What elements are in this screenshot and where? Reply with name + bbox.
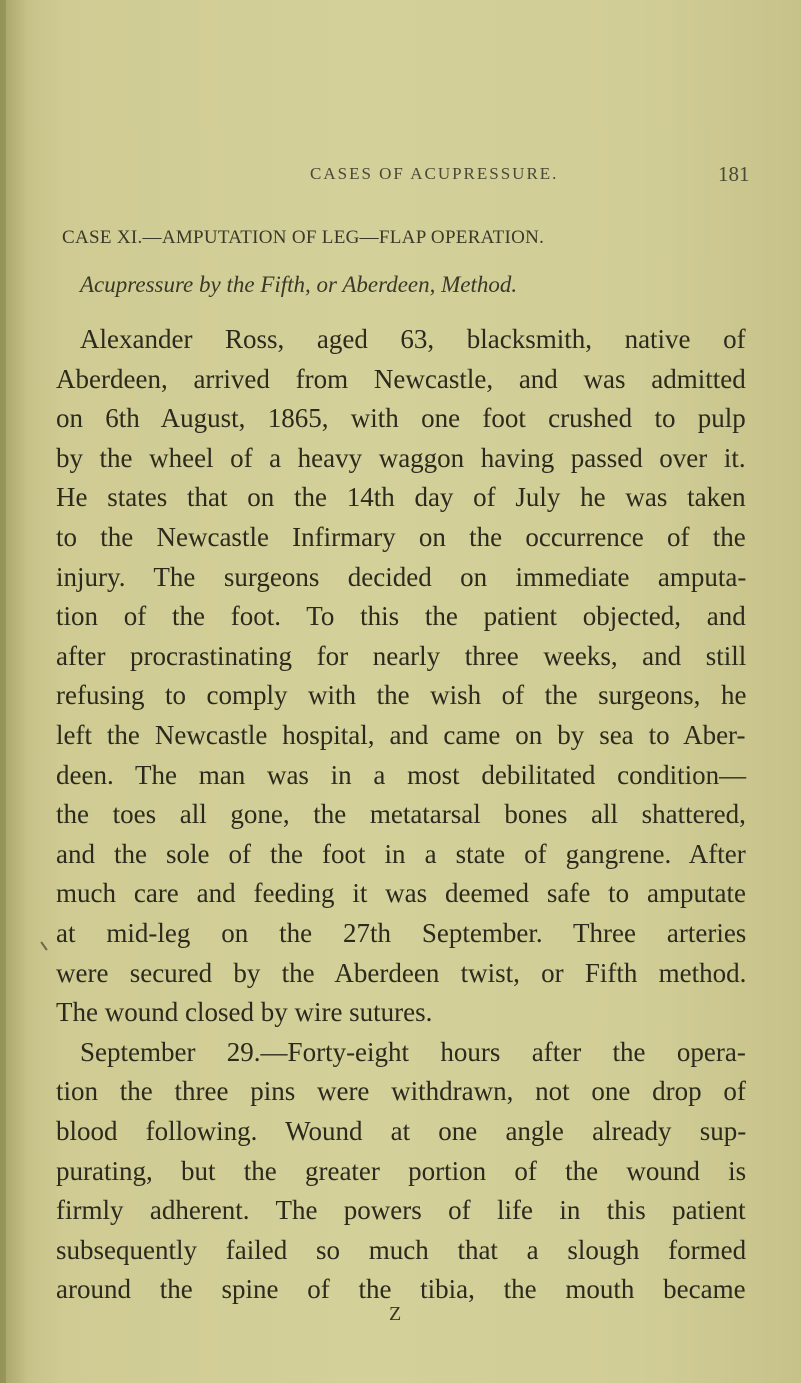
body-line: were secured by the Aberdeen twist, or Fifth method. [56, 957, 747, 988]
body-line: at mid-leg on the 27th September. Three arteries [56, 918, 747, 948]
page-header [0, 164, 801, 194]
body-line: He states that on the 14th day of July he was taken [56, 482, 746, 513]
body-line: Aberdeen, arrived from Newcastle, and was admitted [56, 363, 746, 394]
margin-mark [40, 941, 47, 950]
body-line: subsequently failed so much that a slough formed [56, 1234, 747, 1265]
body-line: much care and feeding it was deemed safe to amputate [56, 878, 746, 909]
body-line: left the Newcastle hospital, and came on by sea to Aber- [56, 720, 746, 750]
page-number: 181 [718, 162, 750, 186]
body-line: tion the three pins were withdrawn, not one drop of [56, 1076, 746, 1107]
page-edge [0, 0, 6, 1383]
body-line: purating, but the greater portion of the wound is [56, 1155, 747, 1186]
body-line: Alexander Ross, aged 63, blacksmith, native of [80, 324, 746, 354]
body-line: around the spine of the tibia, the mouth became [56, 1274, 746, 1305]
body-line: tion of the foot. To this the patient objected, and [56, 601, 746, 632]
case-title: CASE XI.—AMPUTATION OF LEG—FLAP OPERATION. [62, 227, 545, 248]
body-line: September 29.—Forty-eight hours after the opera- [80, 1036, 746, 1067]
body-line: after procrastinating for nearly three weeks, and still [56, 640, 747, 671]
body-line: refusing to comply with the wish of the surgeons, he [56, 680, 747, 711]
body-line: blood following. Wound at one angle already sup- [56, 1116, 747, 1146]
body-line: the toes all gone, the metatarsal bones all shattered, [56, 799, 746, 830]
body-line: firmly adherent. The powers of life in this patient [56, 1195, 746, 1226]
body-line: The wound closed by wire sutures. [56, 997, 433, 1028]
body-line: to the Newcastle Infirmary on the occurrence of the [56, 522, 746, 552]
case-subtitle: Acupressure by the Fifth, or Aberdeen, Method. [80, 272, 518, 297]
signature-mark: Z [389, 1303, 402, 1325]
body-line: on 6th August, 1865, with one foot crushed to pulp [56, 403, 746, 434]
body-line: and the sole of the foot in a state of gangrene. After [56, 838, 746, 869]
body-line: deen. The man was in a most debilitated condition— [56, 759, 747, 790]
running-head: CASES OF ACUPRESSURE. [310, 164, 559, 183]
body-line: injury. The surgeons decided on immediate amputa- [56, 561, 747, 592]
body-line: by the wheel of a heavy waggon having passed over it. [56, 442, 746, 473]
